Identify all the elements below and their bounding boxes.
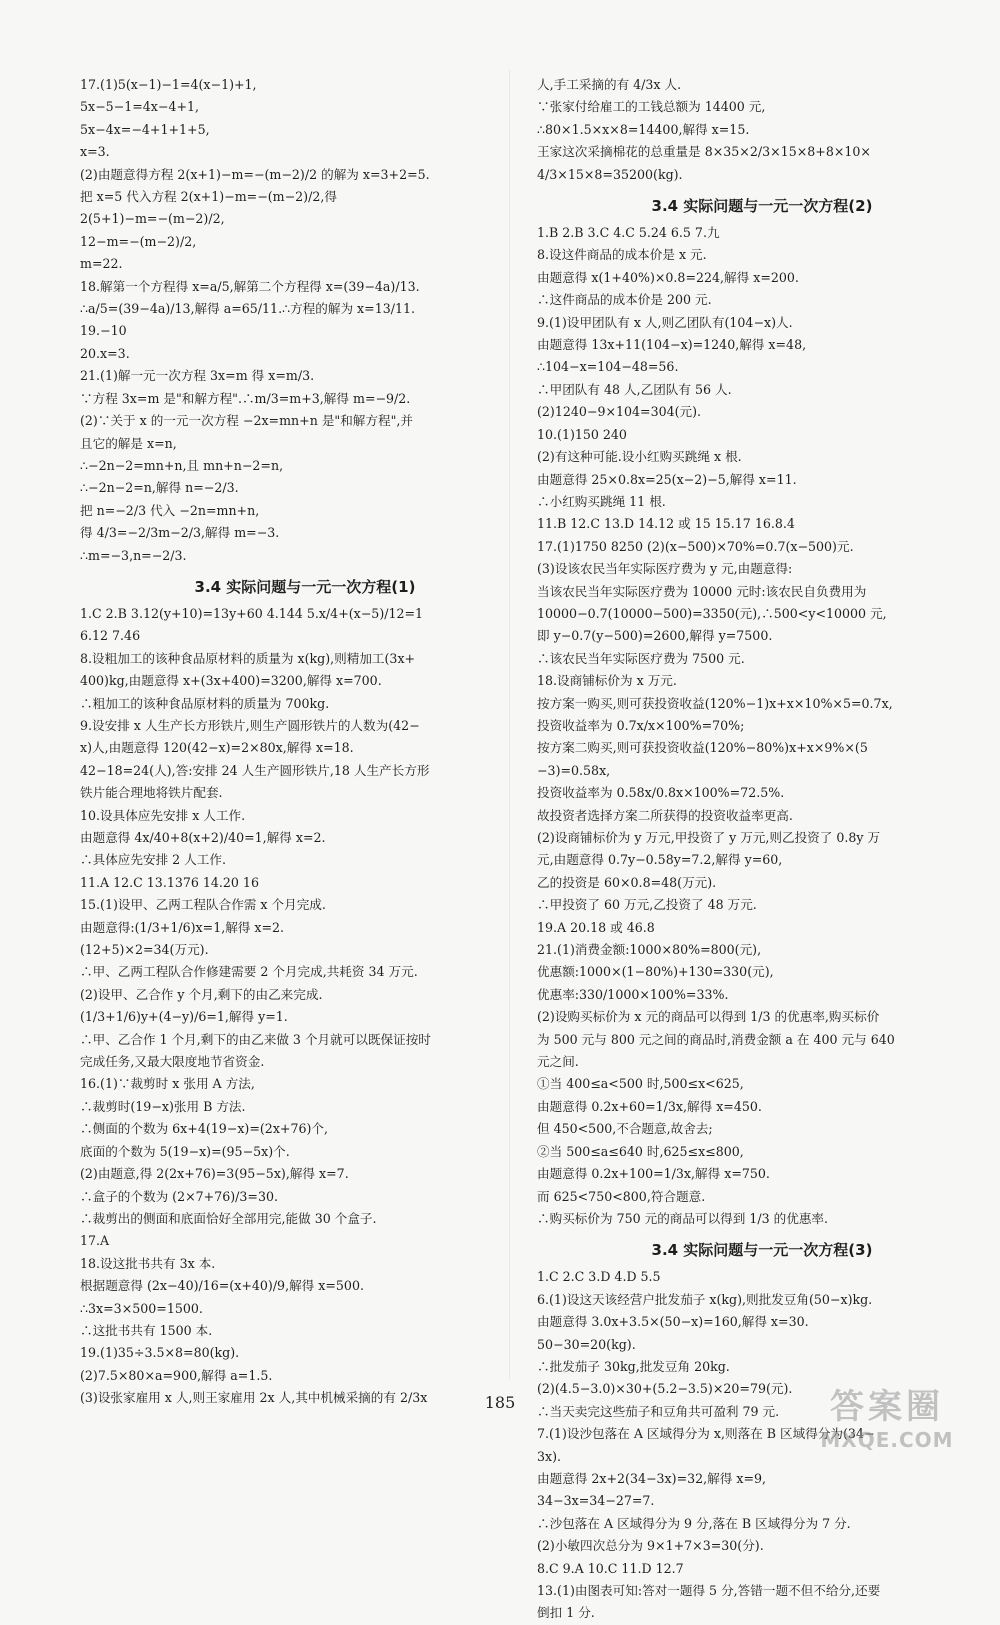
answer-line: 人,手工采摘的有 4/3x 人.: [537, 77, 682, 92]
answer-line: 王家这次采摘棉花的总重量是 8×35×2/3×15×8+8×10×: [537, 144, 871, 160]
watermark-logo: [792, 1387, 982, 1457]
answer-line: 但 450<500,不合题意,故舍去;: [537, 1121, 713, 1137]
answer-line: 18.设商铺标价为 x 万元.: [537, 673, 677, 689]
left-column: [80, 74, 530, 1410]
watermark-text: 答案圈: [830, 1387, 944, 1427]
answer-line: m=22.: [80, 256, 123, 272]
answer-line: ∴盒子的个数为 (2×7+76)/3=30.: [80, 1188, 278, 1204]
answer-line: 17.(1)1750 8250 (2)(x−500)×70%=0.7(x−500)元.: [537, 538, 854, 554]
answer-line: 乙的投资是 60×0.8=48(万元).: [537, 874, 717, 890]
answer-line: −3)=0.58x,: [537, 762, 611, 778]
answer-line: 6.12 7.46: [80, 628, 141, 644]
answer-line: 由题意得 2x+2(34−3x)=32,解得 x=9,: [537, 1470, 767, 1486]
answer-line: ∴甲投资了 60 万元,乙投资了 48 万元.: [537, 897, 757, 913]
answer-line: ∴3x=3×500=1500.: [80, 1300, 203, 1316]
answer-line: 6.(1)设这天该经营户批发茄子 x(kg),则批发豆角(50−x)kg.: [537, 1291, 873, 1307]
answer-line: (3)设张家雇用 x 人,则王家雇用 2x 人,其中机械采摘的有 2/3x: [80, 1390, 428, 1406]
answer-line: 倒扣 1 分.: [537, 1605, 595, 1621]
answer-line: 元,由题意得 0.7y−0.58y=7.2,解得 y=60,: [537, 852, 783, 868]
answer-line: (2)设商铺标价为 y 万元,甲投资了 y 万元,则乙投资了 0.8y 万: [537, 830, 881, 845]
answer-line: 13.(1)由图表可知:答对一题得 5 分,答错一题不但不给分,还要: [537, 1583, 881, 1598]
answer-line: 21.(1)解一元一次方程 3x=m 得 x=m/3.: [80, 368, 315, 384]
answer-line: 18.解第一个方程得 x=a/5,解第二个方程得 x=(39−4a)/13.: [80, 278, 420, 294]
answer-line: 元之间.: [537, 1054, 579, 1070]
answer-line: 8.设这件商品的成本价是 x 元.: [537, 247, 707, 263]
answer-line: 由题意得 4x/40+8(x+2)/40=1,解得 x=2.: [80, 830, 326, 845]
section-heading: 3.4 实际问题与一元一次方程(3): [651, 1241, 873, 1260]
answer-line: ②当 500≤a≤640 时,625≤x≤800,: [537, 1143, 744, 1159]
answer-line: ∴裁剪出的侧面和底面恰好全部用完,能做 30 个盒子.: [80, 1210, 377, 1226]
answer-line: 由题意得 13x+11(104−x)=1240,解得 x=48,: [537, 337, 807, 353]
answer-line: 故投资者选择方案二所获得的投资收益率更高.: [537, 807, 793, 823]
answer-line: 5x−5−1=4x−4+1,: [80, 99, 200, 115]
answer-line: 8.C 9.A 10.C 11.D 12.7: [537, 1560, 684, 1576]
answer-line: 21.(1)消费金额:1000×80%=800(元),: [537, 942, 762, 958]
answer-line: 优惠额:1000×(1−80%)+130=330(元),: [537, 964, 774, 980]
answer-line: 34−3x=34−27=7.: [537, 1493, 655, 1509]
watermark-url: MXQE.COM: [820, 1428, 954, 1452]
answer-line: ∴80×1.5×x×8=14400,解得 x=15.: [537, 121, 750, 137]
answer-line: ∴这件商品的成本价是 200 元.: [537, 292, 712, 308]
answer-line: 19.A 20.18 或 46.8: [537, 919, 655, 935]
answer-line: 根据题意得 (2x−40)/16=(x+40)/9,解得 x=500.: [80, 1278, 364, 1294]
answer-line: ∴−2n−2=mn+n,且 mn+n−2=n,: [80, 457, 284, 473]
answer-line: 得 4/3=−2/3m−2/3,解得 m=−3.: [80, 525, 280, 541]
answer-line: 优惠率:330/1000×100%=33%.: [537, 986, 729, 1002]
answer-line: 把 n=−2/3 代入 −2n=mn+n,: [80, 502, 260, 518]
answer-line: ∴这批书共有 1500 本.: [80, 1322, 213, 1338]
answer-line: ∴m=−3,n=−2/3.: [80, 547, 187, 563]
answer-line: (2)7.5×80×a=900,解得 a=1.5.: [80, 1367, 273, 1383]
answer-line: 由题意得 0.2x+60=1/3x,解得 x=450.: [537, 1098, 762, 1114]
answer-line: 19.(1)35÷3.5×8=80(kg).: [80, 1345, 240, 1361]
answer-line: 19.−10: [80, 323, 127, 339]
answer-line: 10000−0.7(10000−500)=3350(元),∴500<y<10000 元,: [537, 605, 887, 621]
answer-line: ∴当天卖完这些茄子和豆角共可盈利 79 元.: [537, 1403, 780, 1419]
answer-line: x)人,由题意得 120(42−x)=2×80x,解得 x=18.: [80, 740, 354, 756]
answer-line: 5x−4x=−4+1+1+5,: [80, 121, 210, 137]
answer-line: 12−m=−(m−2)/2,: [80, 233, 197, 249]
answer-line: (2)小敏四次总分为 9×1+7×3=30(分).: [537, 1538, 764, 1554]
answer-line: (2)由题意,得 2(2x+76)=3(95−5x),解得 x=7.: [80, 1166, 349, 1182]
answer-line: 由题意得 x(1+40%)×0.8=224,解得 x=200.: [537, 269, 799, 285]
answer-line: ∴−2n−2=n,解得 n=−2/3.: [80, 480, 239, 496]
answer-line: ∵张家付给雇工的工钱总额为 14400 元,: [537, 99, 766, 115]
answer-line: 400)kg,由题意得 x+(3x+400)=3200,解得 x=700.: [80, 673, 382, 689]
answer-line: ∴小红购买跳绳 11 根.: [537, 493, 666, 509]
answer-line: 7.(1)设沙包落在 A 区域得分为 x,则落在 B 区域得分为(34−: [537, 1426, 875, 1442]
answer-line: ∴104−x=104−48=56.: [537, 359, 679, 375]
answer-line: (2)∵关于 x 的一元一次方程 −2x=mn+n 是"和解方程",并: [80, 413, 413, 429]
answer-line: 完成任务,又最大限度地节省资金.: [80, 1054, 265, 1070]
answer-line: (2)设甲、乙合作 y 个月,剩下的由乙来完成.: [80, 986, 323, 1002]
answer-line: (2)有这种可能.设小红购买跳绳 x 根.: [537, 449, 742, 465]
answer-line: (2)设购买标价为 x 元的商品可以得到 1/3 的优惠率,购买标价: [537, 1009, 880, 1025]
answer-line: x=3.: [80, 144, 110, 160]
answer-line: 18.设这批书共有 3x 本.: [80, 1255, 216, 1271]
answer-line: 11.B 12.C 13.D 14.12 或 15 15.17 16.8.4: [537, 516, 795, 532]
answer-line: 1.B 2.B 3.C 4.C 5.24 6.5 7.九: [537, 225, 720, 241]
answer-line: 16.(1)∵裁剪时 x 张用 A 方法,: [80, 1076, 255, 1092]
answer-line: 11.A 12.C 13.1376 14.20 16: [80, 874, 259, 890]
answer-line: ∴沙包落在 A 区域得分为 9 分,落在 B 区域得分为 7 分.: [537, 1515, 851, 1531]
answer-line: ∴粗加工的该种食品原材料的质量为 700kg.: [80, 695, 330, 711]
answer-line: 3x).: [537, 1448, 562, 1464]
answer-line: 由题意得:(1/3+1/6)x=1,解得 x=2.: [80, 919, 285, 935]
answer-line: ∴侧面的个数为 6x+4(19−x)=(2x+76)个,: [80, 1121, 329, 1137]
section-heading: 3.4 实际问题与一元一次方程(2): [651, 197, 873, 216]
answer-line: (12+5)×2=34(万元).: [80, 942, 209, 958]
answer-line: 由题意得 3.0x+3.5×(50−x)=160,解得 x=30.: [537, 1314, 809, 1330]
answer-line: ∴裁剪时(19−x)张用 B 方法.: [80, 1098, 246, 1114]
answer-line: 10.(1)150 240: [537, 426, 627, 442]
answer-line: (3)设该农民当年实际医疗费为 y 元,由题意得:: [537, 561, 793, 577]
answer-line: 底面的个数为 5(19−x)=(95−5x)个.: [80, 1143, 290, 1159]
answer-line: 把 x=5 代入方程 2(x+1)−m=−(m−2)/2,得: [80, 189, 337, 205]
answer-line: 50−30=20(kg).: [537, 1336, 636, 1352]
answer-line: ∴甲团队有 48 人,乙团队有 56 人.: [537, 381, 732, 397]
answer-line: 且它的解是 x=n,: [80, 435, 177, 451]
answer-line: (2)由题意得方程 2(x+1)−m=−(m−2)/2 的解为 x=3+2=5.: [80, 166, 430, 182]
answer-line: 1.C 2.C 3.D 4.D 5.5: [537, 1269, 661, 1285]
answer-line: 9.(1)设甲团队有 x 人,则乙团队有(104−x)人.: [537, 314, 793, 330]
answer-line: 由题意得 0.2x+100=1/3x,解得 x=750.: [537, 1166, 770, 1182]
answer-line: 而 625<750<800,符合题意.: [537, 1188, 706, 1204]
answer-line: (2)(4.5−3.0)×30+(5.2−3.5)×20=79(元).: [537, 1381, 793, 1397]
answer-line: 铁片能合理地将铁片配套.: [80, 785, 223, 801]
answer-line: (2)1240−9×104=304(元).: [537, 404, 702, 420]
answer-line: 17.A: [80, 1233, 110, 1249]
answer-line: ∴该农民当年实际医疗费为 7500 元.: [537, 650, 745, 666]
answer-line: (1/3+1/6)y+(4−y)/6=1,解得 y=1.: [80, 1009, 288, 1025]
answer-line: 按方案一购买,则可获投资收益(120%−1)x+x×10%×5=0.7x,: [537, 695, 893, 711]
answer-line: ①当 400≤a<500 时,500≤x<625,: [537, 1076, 744, 1092]
answer-line: 投资收益率为 0.7x/x×100%=70%;: [537, 717, 745, 733]
answer-line: 17.(1)5(x−1)−1=4(x−1)+1,: [80, 77, 257, 92]
answer-line: ∴批发茄子 30kg,批发豆角 20kg.: [537, 1358, 730, 1374]
page-number: 185: [484, 1393, 516, 1412]
answer-line: 4/3×15×8=35200(kg).: [537, 166, 683, 182]
answer-line: ∴具体应先安排 2 人工作.: [80, 852, 226, 868]
answer-line: ∵方程 3x=m 是"和解方程".∴m/3=m+3,解得 m=−9/2.: [80, 390, 411, 406]
answer-line: 按方案二购买,则可获投资收益(120%−80%)x+x×9%×(5: [537, 740, 868, 756]
answer-line: 投资收益率为 0.58x/0.8x×100%=72.5%.: [537, 785, 785, 801]
answer-line: 8.设粗加工的该种食品原材料的质量为 x(kg),则精加工(3x+: [80, 650, 416, 666]
answer-line: 1.C 2.B 3.12(y+10)=13y+60 4.144 5.x/4+(x−5)/12=1: [80, 605, 424, 621]
answer-line: ∴甲、乙合作 1 个月,剩下的由乙来做 3 个月就可以既保证按时: [80, 1031, 431, 1047]
answer-line: 9.设安排 x 人生产长方形铁片,则生产圆形铁片的人数为(42−: [80, 717, 420, 733]
answer-line: 15.(1)设甲、乙两工程队合作需 x 个月完成.: [80, 897, 326, 913]
answer-line: 2(5+1)−m=−(m−2)/2,: [80, 211, 225, 227]
answer-line: 10.设具体应先安排 x 人工作.: [80, 807, 246, 823]
answer-line: 20.x=3.: [80, 345, 130, 361]
answer-line: 为 500 元与 800 元之间的商品时,消费金额 a 在 400 元与 640: [537, 1031, 895, 1047]
answer-line: 由题意得 25×0.8x=25(x−2)−5,解得 x=11.: [537, 471, 797, 487]
answer-line: 即 y−0.7(y−500)=2600,解得 y=7500.: [537, 628, 773, 644]
answer-line: ∴甲、乙两工程队合作修建需要 2 个月完成,共耗资 34 万元.: [80, 964, 418, 980]
answer-line: ∴购买标价为 750 元的商品可以得到 1/3 的优惠率.: [537, 1210, 829, 1226]
answer-line: 当该农民当年实际医疗费为 10000 元时:该农民自负费用为: [537, 583, 867, 599]
section-heading: 3.4 实际问题与一元一次方程(1): [194, 577, 416, 596]
answer-line: ∴a/5=(39−4a)/13,解得 a=65/11.∴方程的解为 x=13/11.: [80, 301, 416, 317]
answer-line: 42−18=24(人),答:安排 24 人生产圆形铁片,18 人生产长方形: [80, 762, 430, 778]
